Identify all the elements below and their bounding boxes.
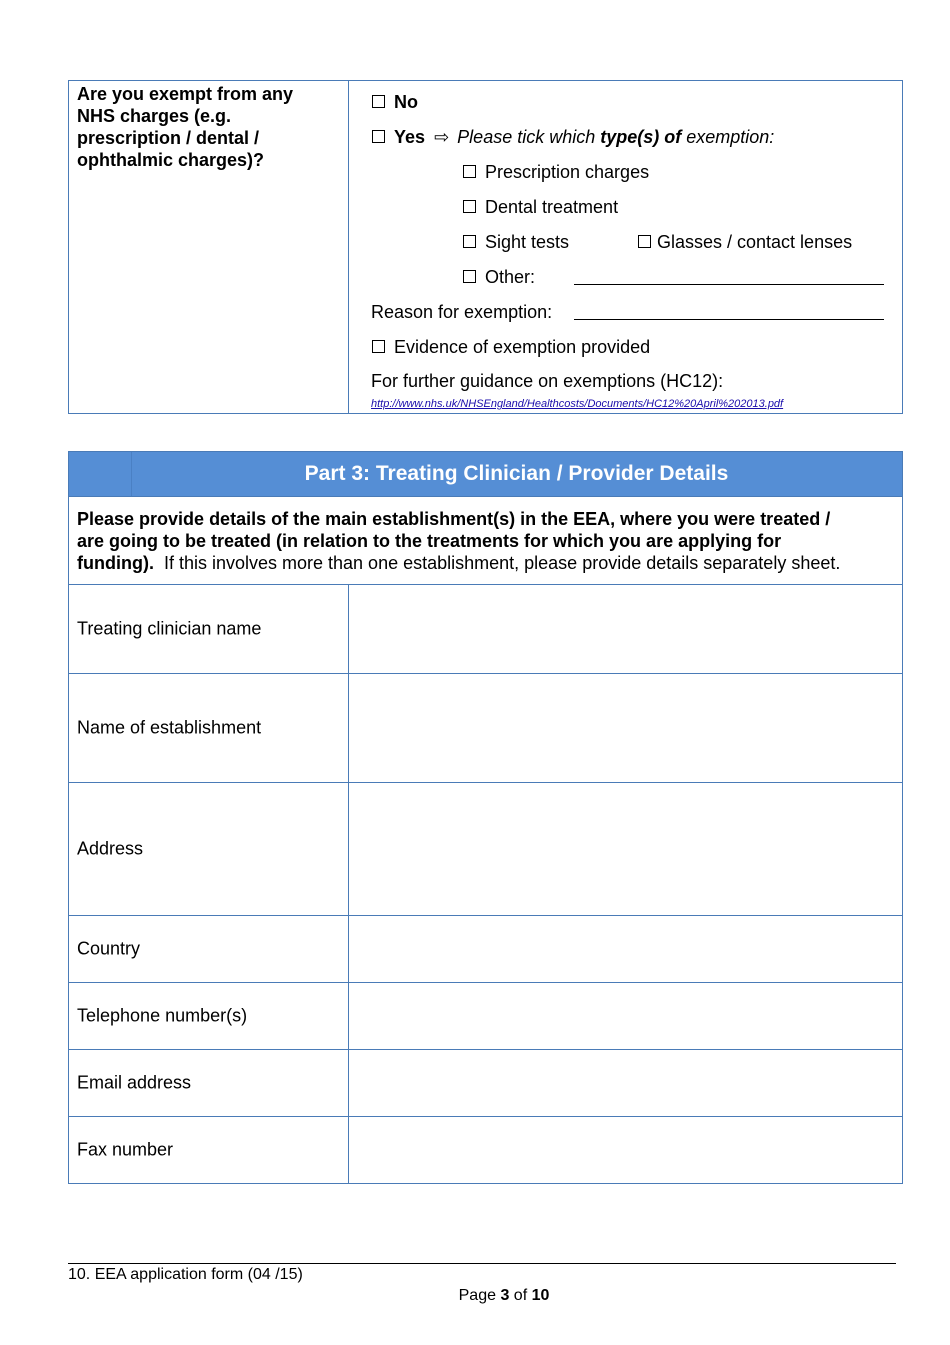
footer-form-ref: 10. EEA application form (04 /15) xyxy=(68,1266,303,1283)
question-line: NHS charges (e.g. xyxy=(77,106,232,126)
arrow-right-icon: ⇨ xyxy=(434,127,450,147)
option-sight[interactable] xyxy=(463,231,569,253)
field-label: Fax number xyxy=(77,1139,174,1160)
footer-rule xyxy=(68,1263,896,1264)
page-number xyxy=(0,1287,950,1305)
table-row xyxy=(68,584,903,674)
field-input[interactable] xyxy=(349,983,902,1049)
table-row xyxy=(68,673,903,783)
tick-instruction: Please tick which type(s) of exemption: xyxy=(457,127,775,147)
field-input[interactable] xyxy=(349,1117,902,1183)
table-row xyxy=(68,1116,903,1184)
option-dental[interactable] xyxy=(463,196,618,218)
other-checkbox[interactable] xyxy=(463,270,476,283)
yes-checkbox[interactable] xyxy=(372,130,385,143)
field-label: Telephone number(s) xyxy=(77,1005,248,1026)
evidence-label: Evidence of exemption provided xyxy=(394,337,651,357)
dental-label: Dental treatment xyxy=(485,197,619,217)
dental-checkbox[interactable] xyxy=(463,200,476,213)
option-other[interactable] xyxy=(463,266,535,288)
intro-line: Please provide details of the main establishment(s) in the EEA, where you were treated / xyxy=(77,509,831,529)
guidance-link-wrap xyxy=(371,394,783,411)
prescription-checkbox[interactable] xyxy=(463,165,476,178)
page-prefix: Page xyxy=(458,1287,501,1304)
option-prescription[interactable] xyxy=(463,161,649,183)
guidance-link[interactable]: http://www.nhs.uk/NHSEngland/Healthcosts/Documents/HC12%20April%202013.pdf xyxy=(371,398,784,410)
evidence-checkbox[interactable] xyxy=(372,340,385,353)
yes-label: Yes xyxy=(394,127,426,147)
intro-text xyxy=(77,508,840,574)
other-label: Other: xyxy=(485,267,536,287)
guidance-label: For further guidance on exemptions (HC12): xyxy=(371,371,724,391)
field-input[interactable] xyxy=(349,783,902,915)
page-total: 10 xyxy=(531,1287,550,1304)
exemption-table xyxy=(68,80,903,414)
sight-checkbox[interactable] xyxy=(463,235,476,248)
no-checkbox[interactable] xyxy=(372,95,385,108)
exemption-divider xyxy=(348,81,349,413)
prescription-label: Prescription charges xyxy=(485,162,650,182)
table-row xyxy=(68,982,903,1050)
table-row xyxy=(68,915,903,983)
table-row xyxy=(68,1049,903,1117)
part3-header xyxy=(68,451,903,497)
glasses-checkbox[interactable] xyxy=(638,235,651,248)
part3-title: Part 3: Treating Clinician / Provider Details xyxy=(304,462,729,485)
intro-line-last xyxy=(77,552,840,574)
table-row xyxy=(68,782,903,916)
field-label: Name of establishment xyxy=(77,717,262,738)
glasses-label: Glasses / contact lenses xyxy=(657,232,853,252)
sight-label: Sight tests xyxy=(485,232,570,252)
field-input[interactable] xyxy=(349,585,902,673)
field-label: Treating clinician name xyxy=(77,618,262,639)
field-label: Address xyxy=(77,838,144,859)
intro-line: are going to be treated (in relation to the treatments for which you are applying for xyxy=(77,531,782,551)
no-label: No xyxy=(394,92,418,112)
field-input[interactable] xyxy=(349,916,902,982)
option-no[interactable] xyxy=(372,91,418,113)
option-glasses[interactable] xyxy=(638,231,852,253)
reason-label: Reason for exemption: xyxy=(371,302,553,322)
question-line: prescription / dental / xyxy=(77,128,260,148)
field-label: Email address xyxy=(77,1072,192,1093)
question-line: ophthalmic charges)? xyxy=(77,150,265,170)
field-input[interactable] xyxy=(349,1050,902,1116)
exemption-question xyxy=(77,83,293,171)
other-input[interactable] xyxy=(574,268,884,285)
part3-intro xyxy=(68,496,903,585)
intro-normal: If this involves more than one establishment, please provide details separately sheet. xyxy=(153,553,841,573)
reason-input[interactable] xyxy=(574,303,884,320)
option-yes[interactable] xyxy=(372,126,774,148)
page-current: 3 xyxy=(500,1287,510,1304)
page-of: of xyxy=(509,1287,532,1304)
option-evidence[interactable] xyxy=(372,336,650,358)
question-line: Are you exempt from any xyxy=(77,84,294,104)
field-input[interactable] xyxy=(349,674,902,782)
intro-bold-end: funding). xyxy=(77,553,154,573)
field-label: Country xyxy=(77,938,141,959)
